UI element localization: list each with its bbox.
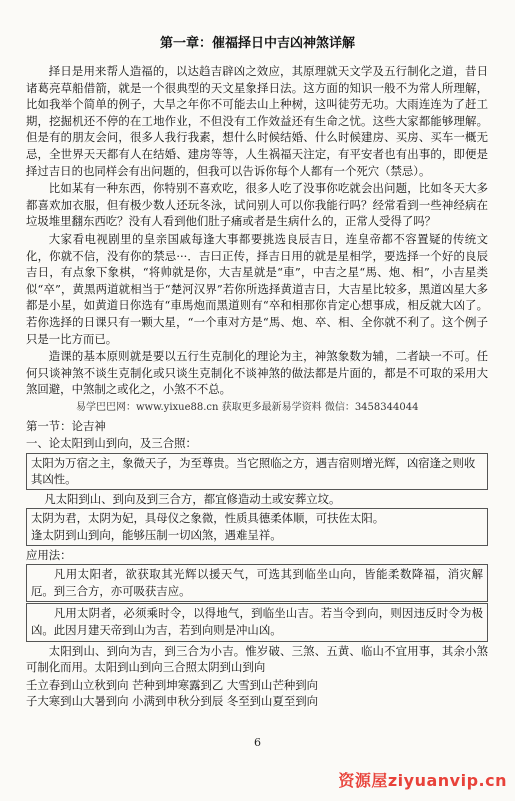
usage-sun-box [26,564,488,602]
usage-sun: 凡用太阳者，欲获取其光辉以援天气，可选其到临坐山向，皆能柔数降福，消灾解厄。到三合方，亦可吸获吉应。 [31,567,483,598]
website-notice: 易学巴巴网：www.yixue88.cn 获取更多最新易学资料 微信：3458344044 [76,401,419,413]
sun-intro: 太阳为万宿之主，象微天子，为至尊贵。当它照临之方，遇吉宿则增光辉，凶宿逢之则收其凶性。 [31,455,476,487]
table-row: 子大寒到山大暑到向 小满到申秋分到辰 冬至到山夏至到向 [26,694,319,709]
paragraph: 造课的基本原则就是要以五行生克制化的理论为主，神煞象数为辅，二者缺一不可。任何只谈神煞不谈生克制化或只谈生克制化不谈神煞的做法都是片面的，都是不可取的采用大煞回避，中煞制之或化之，小煞不不总。 [26,349,488,397]
chapter-title: 第一章：催福择日中吉凶神煞详解 [159,36,355,51]
subsection-title: 一、论太阳到山到向，及三合照： [26,436,197,451]
paragraph: 比如某有一种东西，你特别不喜欢吃，很多人吃了没事你吃就会出问题，比如冬天大多都喜欢加衣服，但有极少数人还玩冬泳，试问别人可以你我能行吗？经常看到一些神经病在垃圾堆里翻东西吃？没有人看到他们肚子痛或者是生病什么的，正常人受得了吗？ [26,181,488,229]
moon-effect: 逢太阴到山到向，能够压制一切凶煞，遇难呈祥。 [31,528,282,543]
table-row: 壬立春到山立秋到向 芒种到坤寒露到乙 大雪到山芒种到向 [26,677,319,692]
body-text [26,63,488,710]
section-title: 第一节：论吉神 [26,419,106,434]
sun-intro-box [26,453,488,490]
usage-moon: 凡用太阴者，必须乘时令，以得地气，到临坐山吉。若当令到向，则因违反时令为极凶。此因月建天帝到山为吉，若到向则是冲山凶。 [31,606,483,637]
small-sha-note: 太阳到山、到向为吉，到三合为小吉。惟岁破、三煞、五黄、临山不宜用事，其余小煞可制化而用。太阳到山到向三合照太阴到山到向 [26,643,488,675]
usage-label: 应用法： [26,547,72,562]
sun-usage: 凡太阳到山、到向及到三合方，都宜修造动土或安葬立坟。 [44,491,341,506]
paragraph: 择日是用来帮人造福的，以达趋吉辟凶之效应，其原理就天文学及五行制化之道，昔日诸葛亮草船借箭，就是一个很典型的天文星象择日法。这方面的知识一般不为常人所理解，比如我举个简单的例子，大旱之年你不可能去山上种树，这叫徒劳无功。大雨连连为了赶工期，挖掘机还不停的在工地作业，不但没有工作效益还有生命之忧。这些大家都能够理解。但是有的朋友会问，很多人我行我素，想什么时候结婚、什么时候建房、买房、买车一概无忌，全世界天天都有人在结婚、建房等等，人生祸福天注定，有平安者也有出事的，即便是择过吉日的也同样会有出问题的，但我可以告诉你每个人都有一个死穴（禁忌）。 [26,64,488,178]
moon-box [26,508,488,545]
usage-moon-box [26,603,488,641]
paragraph: 大家看电视剧里的皇亲国戚每逢大事都要挑选良辰吉日，连皇帝都不容置疑的传统文化，你就不信，没有你的禁忌···．吉曰正传，择吉日用的就是星相学，要选择一个好的良辰吉日，有点象下象棋，“将帅就是你，大吉星就是“車”，中吉之星“馬、炮、相”，小吉星类似“卒”，黄黑两道就相当于“楚河汉界”若你所选择黄道吉日，大吉星比较多，黑道凶星大多都是小星，如黄道日你选有“車馬炮而黑道则有“卒和相那你肯定心想事成，相反就大凶了。若你选择的日课只有一颗大星，“一个車对方是“馬、炮、卒、相、全你就不利了。这个例子只是一比方而已。 [26,231,488,346]
page-number: 6 [254,736,261,749]
moon-intro: 太阴为君，太阴为妃，具母仪之象微，性质具德柔体顺，可扶佐太阳。 [31,511,385,526]
watermark-stamp: 资源屋ziyuanvip.cn [338,771,507,790]
